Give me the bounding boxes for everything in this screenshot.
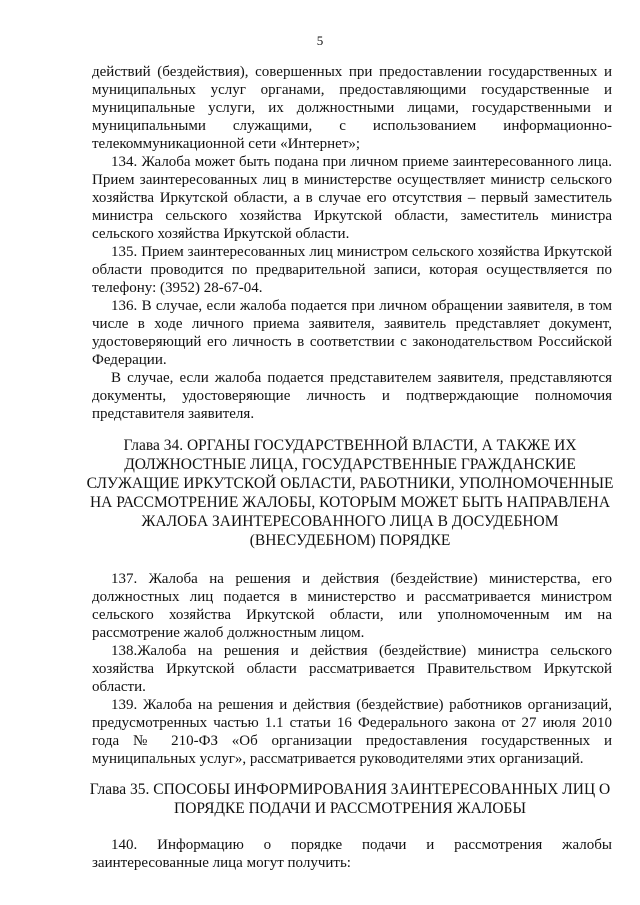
chapter-34-heading-line: НА РАССМОТРЕНИЕ ЖАЛОБЫ, КОТОРЫМ МОЖЕТ БЫТЬ НАПРАВЛЕНА <box>89 494 611 511</box>
text-line: Прием заинтересованных лиц в министерстве осуществляет министр сельского <box>92 172 612 188</box>
text-line: области. <box>92 679 146 695</box>
text-line: года № 210-ФЗ «Об организации предоставления государственных и <box>92 733 612 749</box>
paragraph-135-line: 135. Прием заинтересованных лиц министром сельского хозяйства Иркутской <box>111 244 612 260</box>
paragraph-139-line: 139. Жалоба на решения и действия (бездействие) работников организаций, <box>111 697 612 713</box>
text-line: муниципальными служащими, с использованием информационно- <box>92 118 612 134</box>
text-line: министра сельского хозяйства Иркутской области, заместитель министра <box>92 208 612 224</box>
chapter-35-heading-line: Глава 35. СПОСОБЫ ИНФОРМИРОВАНИЯ ЗАИНТЕРЕСОВАННЫХ ЛИЦ О <box>89 781 611 798</box>
paragraph-134-line: 134. Жалоба может быть подана при личном приеме заинтересованного лица. <box>111 154 612 170</box>
text-line: Федерации. <box>92 352 167 368</box>
paragraph-137-line: 137. Жалоба на решения и действия (бездействие) министерства, его <box>111 571 612 587</box>
text-line: хозяйства Иркутской области, а в случае его отсутствия – первый заместитель <box>92 190 612 206</box>
text-line: хозяйства Иркутской области рассматривается Правительством Иркутской <box>92 661 612 677</box>
text-line: сельского хозяйства Иркутской области. <box>92 226 350 242</box>
text-line: документы, удостоверяющие личность и подтверждающие полномочия <box>92 388 612 404</box>
text-line: муниципальные услуги, их должностными лицами, государственными и <box>92 100 612 116</box>
chapter-34-heading-line: ДОЛЖНОСТНЫЕ ЛИЦА, ГОСУДАРСТВЕННЫЕ ГРАЖДАНСКИЕ <box>124 456 576 473</box>
text-line: должностных лиц подается в министерство и рассматривается министром <box>92 589 612 605</box>
text-line: заинтересованные лица могут получить: <box>92 855 351 871</box>
phone-line: телефону: (3952) 28-67-04. <box>92 280 263 296</box>
text-line: числе в ходе личного приема заявителя, заявитель представляет документ, <box>92 316 612 332</box>
text-line: области проводится по предварительной записи, которая осуществляется по <box>92 262 612 278</box>
paragraph-136-line: 136. В случае, если жалоба подается при личном обращении заявителя, в том <box>111 298 612 314</box>
paragraph-138-line: 138.Жалоба на решения и действия (бездействие) министра сельского <box>111 643 612 659</box>
text-line: представителя заявителя. <box>92 406 255 422</box>
paragraph-140-line: 140. Информацию о порядке подачи и рассмотрения жалобы <box>111 837 612 853</box>
paragraph-representative-line: В случае, если жалоба подается представителем заявителя, представляются <box>111 370 612 386</box>
text-line: рассмотрение жалоб должностным лицом. <box>92 625 365 641</box>
text-line: действий (бездействия), совершенных при предоставлении государственных и <box>92 64 612 80</box>
chapter-34-heading-line: СЛУЖАЩИЕ ИРКУТСКОЙ ОБЛАСТИ, РАБОТНИКИ, УПОЛНОМОЧЕННЫЕ <box>86 475 614 492</box>
text-line: муниципальных услуг», рассматривается руководителями этих организаций. <box>92 751 584 767</box>
chapter-34-heading-line: ЖАЛОБА ЗАИНТЕРЕСОВАННОГО ЛИЦА В ДОСУДЕБНОМ <box>141 513 559 530</box>
text-line: муниципальных услуг органами, предоставляющими государственные и <box>92 82 612 98</box>
chapter-34-heading-line: Глава 34. ОРГАНЫ ГОСУДАРСТВЕННОЙ ВЛАСТИ, А ТАКЖЕ ИХ <box>123 437 577 454</box>
page-number: 5 <box>316 33 324 48</box>
text-line: удостоверяющий его личность в соответствии с законодательством Российской <box>92 334 612 350</box>
text-line: сельского хозяйства Иркутской области, или уполномоченным им на <box>92 607 612 623</box>
text-line: предусмотренных частью 1.1 статьи 16 Федерального закона от 27 июля 2010 <box>92 715 612 731</box>
text-line: телекоммуникационной сети «Интернет»; <box>92 136 361 152</box>
chapter-35-heading-line: ПОРЯДКЕ ПОДАЧИ И РАССМОТРЕНИЯ ЖАЛОБЫ <box>174 800 526 817</box>
chapter-34-heading-line: (ВНЕСУДЕБНОМ) ПОРЯДКЕ <box>249 532 451 549</box>
